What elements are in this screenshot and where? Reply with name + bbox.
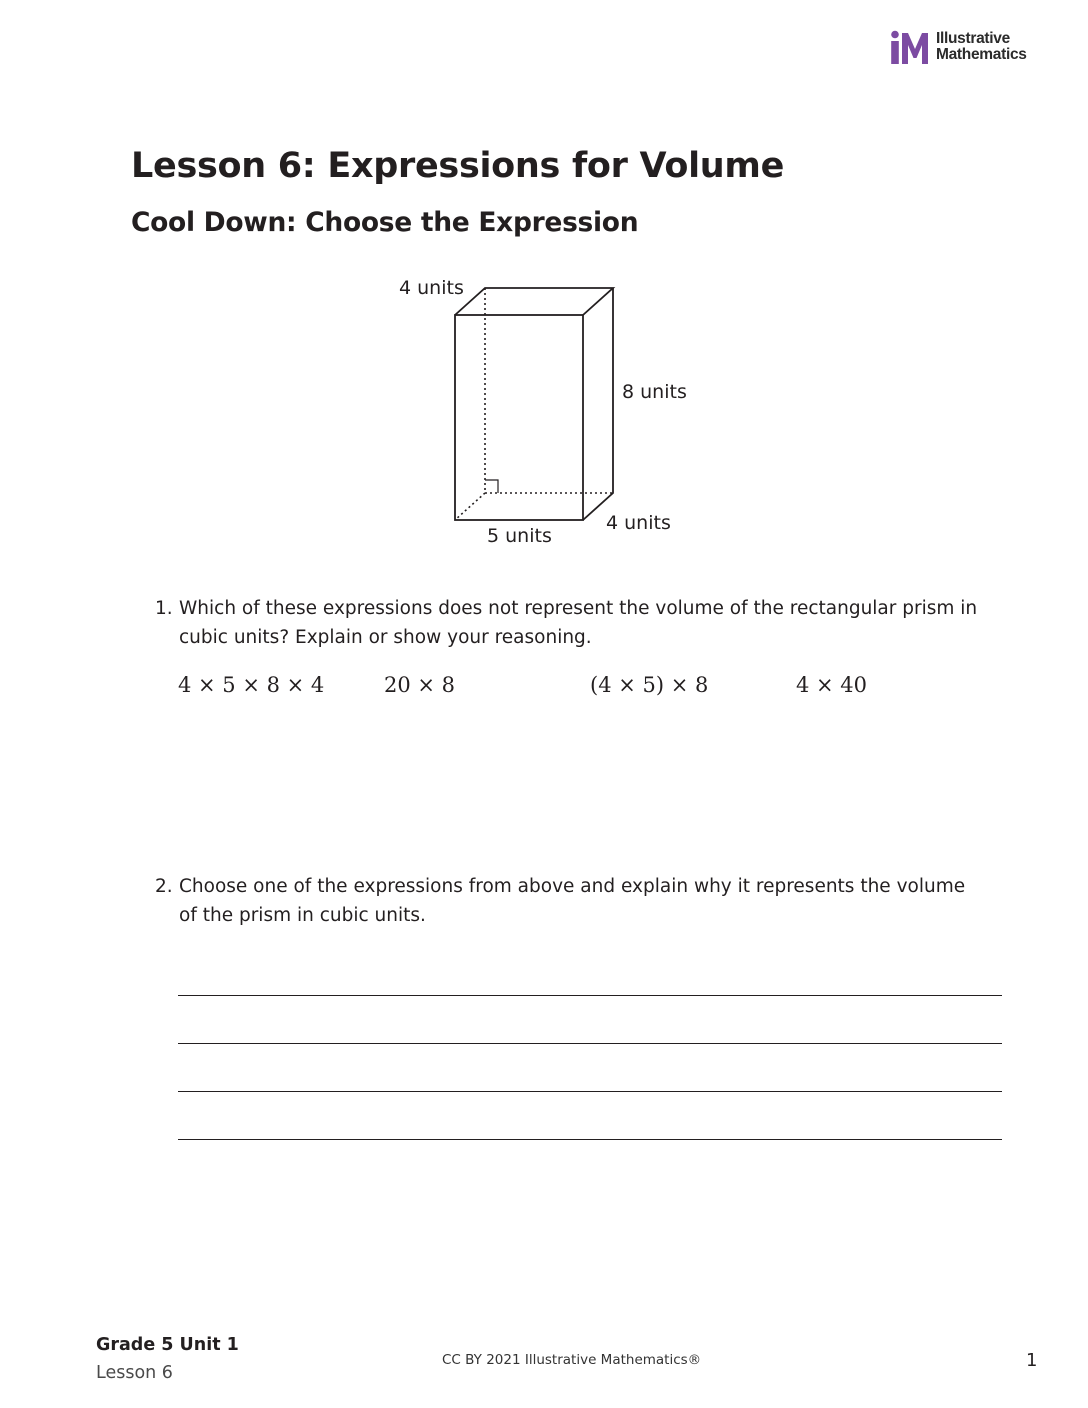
answer-line[interactable] bbox=[178, 1091, 1002, 1092]
expression-option-4: 4 × 40 bbox=[796, 673, 868, 697]
footer-grade-unit: Grade 5 Unit 1 bbox=[96, 1335, 239, 1355]
expression-option-1: 4 × 5 × 8 × 4 bbox=[178, 673, 325, 697]
question-1 bbox=[155, 594, 984, 652]
answer-line[interactable] bbox=[178, 1139, 1002, 1140]
logo-line-1: Illustrative bbox=[936, 30, 1010, 47]
right-angle-marker bbox=[485, 480, 498, 493]
logo-line-2: Mathematics bbox=[936, 46, 1027, 63]
hidden-edge-depth bbox=[455, 493, 485, 520]
question-2-number: 2. bbox=[155, 876, 173, 897]
answer-line[interactable] bbox=[178, 995, 1002, 996]
label-depth-top: 4 units bbox=[399, 277, 464, 299]
logo-wordmark bbox=[936, 31, 1027, 63]
question-2-text: Choose one of the expressions from above and explain why it represents the volume of the prism in cubic units. bbox=[179, 876, 966, 926]
prism-right-face bbox=[583, 288, 613, 520]
expression-option-3: (4 × 5) × 8 bbox=[590, 673, 709, 697]
illustrative-mathematics-logo bbox=[888, 30, 1048, 70]
label-depth-bottom: 4 units bbox=[606, 512, 671, 534]
page-number: 1 bbox=[1026, 1350, 1038, 1371]
question-1-text: Which of these expressions does not represent the volume of the rectangular prism in cubic units? Explain or show your reasoning. bbox=[179, 598, 978, 648]
expression-option-2: 20 × 8 bbox=[384, 673, 456, 697]
prism-top-face bbox=[455, 288, 613, 315]
label-width: 5 units bbox=[487, 525, 552, 547]
answer-line[interactable] bbox=[178, 1043, 1002, 1044]
cool-down-title: Cool Down: Choose the Expression bbox=[131, 207, 639, 238]
label-height: 8 units bbox=[622, 381, 687, 403]
question-2 bbox=[155, 872, 984, 930]
rectangular-prism-diagram bbox=[380, 268, 720, 558]
question-1-number: 1. bbox=[155, 598, 173, 619]
im-logo-icon bbox=[888, 30, 932, 66]
footer-lesson: Lesson 6 bbox=[96, 1363, 173, 1383]
lesson-title: Lesson 6: Expressions for Volume bbox=[131, 146, 785, 186]
prism-front-face bbox=[455, 315, 583, 520]
footer-copyright: CC BY 2021 Illustrative Mathematics® bbox=[442, 1352, 702, 1368]
